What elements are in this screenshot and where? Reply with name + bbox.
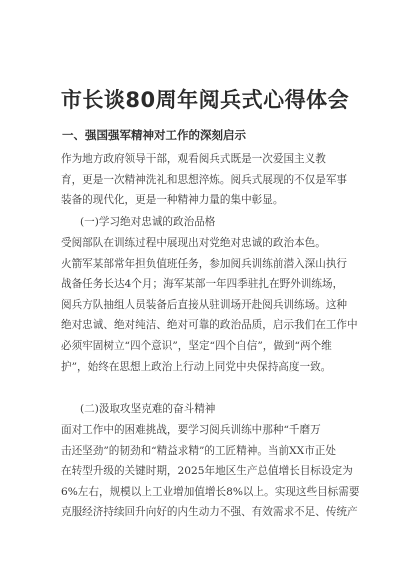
paragraph-line: 必须牢固树立“四个意识”，坚定“四个自信”，做到“两个维 <box>61 339 332 352</box>
paragraph-line: 护”，始终在思想上政治上行动上同党中央保持高度一致。 <box>61 360 332 373</box>
section-heading: 一、强国强军精神对工作的深刻启示 <box>62 128 246 142</box>
paragraph-line: 作为地方政府领导干部，观看阅兵式既是一次爱国主义教 <box>61 153 326 165</box>
paragraph-line: 在转型升级的关键时期，2025年地区生产总值增长目标设定为 <box>61 465 353 478</box>
paragraph-loyalty <box>61 233 361 377</box>
paragraph-line: 击还坚劲”的韧劲和“精益求精”的工匠精神。当前XX市正处 <box>61 444 336 457</box>
paragraph-line: 6%左右，规模以上工业增加值增长8%以上。实现这些目标需要 <box>61 485 360 498</box>
subheading-loyalty: (一)学习绝对忠诚的政治品格 <box>80 216 216 228</box>
paragraph-intro <box>61 149 361 211</box>
paragraph-line: 装备的现代化，更是一种精神力量的集中彰显。 <box>61 194 284 207</box>
paragraph-line: 绝对忠诚、绝对纯洁、绝对可靠的政治品质，启示我们在工作中 <box>61 319 358 332</box>
paragraph-line: 育，更是一次精神洗礼和思想淬炼。阅兵式展现的不仅是军事 <box>61 173 348 186</box>
paragraph-line: 克服经济持续回升向好的内生动力不强、有效需求不足、传统产 <box>61 506 358 519</box>
paragraph-line: 火箭军某部常年担负值班任务，参加阅兵训练前潜入深山执行 <box>61 257 348 270</box>
paragraph-line: 受阅部队在训练过程中展现出对党绝对忠诚的政治本色。 <box>61 237 326 249</box>
paragraph-struggle <box>61 420 361 523</box>
paragraph-line: 面对工作中的困难挑战，要学习阅兵训练中那种“千磨万 <box>61 424 321 436</box>
paragraph-line: 阅兵方队抽组人员装备后直接从驻训场开赴阅兵训练场。这种 <box>61 298 348 311</box>
subheading-struggle: (二)汲取攻坚克难的奋斗精神 <box>80 403 216 415</box>
document-title: 市长谈80周年阅兵式心得体会 <box>60 88 350 112</box>
paragraph-line: 战备任务长达4个月；海军某部一年四季驻扎在野外训练场， <box>61 278 344 291</box>
